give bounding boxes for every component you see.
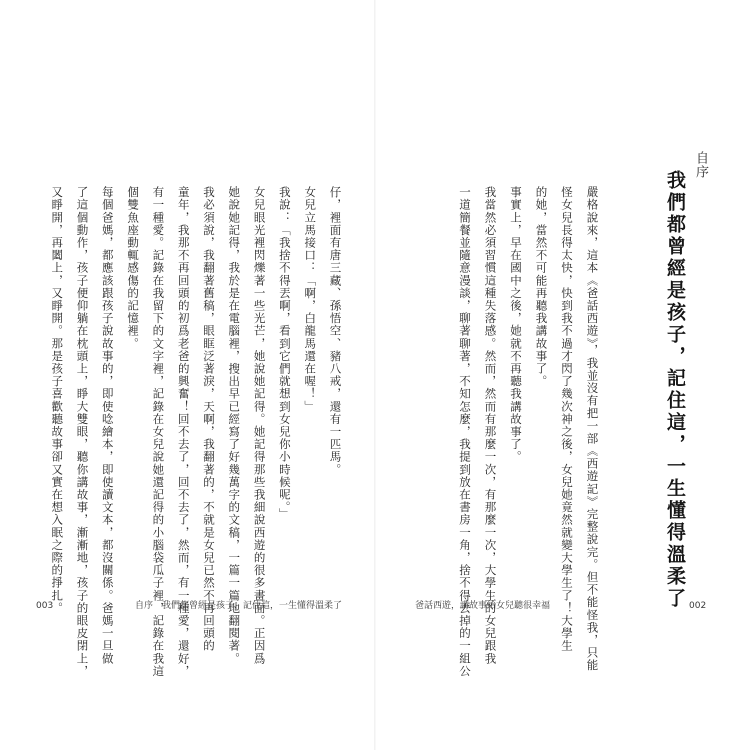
text-column: 嚴格說來，這本《爸話西遊》，我並沒有把一部《西遊記》完整說完。但不能怪我，只能: [585, 186, 600, 672]
right-running-head: 爸話西遊，講故事給女兒聽很幸福: [415, 601, 551, 611]
page-title: 我們都曾經是孩子，記住這，一生懂得溫柔了: [664, 170, 686, 610]
left-page-number: 003: [36, 601, 54, 611]
text-column: 女兒立馬接口：「啊，白龍馬還在喔！」: [303, 186, 318, 413]
right-page-number: 002: [689, 601, 707, 611]
text-column: 她說她記得，我於是在電腦裡，搜出早已經寫了好幾萬字的文稿，一篇一篇地翻閱著。: [227, 186, 242, 665]
text-column: 我說：「我捨不得丟啊，看到它們就想到女兒你小時候呢。」: [277, 186, 292, 521]
text-column: 有一種愛。記錄在我留下的文字裡，記錄在女兒說她還記得的小腦袋瓜子裡，記錄在我這: [151, 186, 166, 678]
text-column: 我當然必須習慣這種失落感。然而，然而有那麼一次，有那麼一次，大學生的女兒跟我: [483, 186, 498, 665]
left-running-head: 自序 我們都曾經是孩子，記住這，一生懂得溫柔了: [135, 601, 343, 611]
text-column: 又睜開，再闔上，又睜開。那是孩子喜歡聽故事卻又實在想入眠之際的掙扎。: [50, 186, 65, 615]
text-column: 的她，當然不可能再聽我講故事了。: [534, 186, 549, 388]
text-column: 個雙魚座動輒感傷的記憶裡。: [126, 186, 141, 350]
text-column: 了這個動作，孩子便仰躺在枕頭上，睜大雙眼，聽你講故事，漸漸地，孩子的眼皮閉上，: [75, 186, 90, 678]
text-column: 女兒眼光裡閃爍著一些光芒，她說她記得。她記得那些我細說西遊的很多畫面。正因爲: [252, 186, 267, 665]
text-column: 仔，裡面有唐三藏、孫悟空、豬八戒，還有一匹馬。: [328, 186, 343, 476]
text-column: 怪女兒長得太快，快到我不過才閃了幾次神之後，女兒她竟然就變大學生了！大學生: [560, 186, 574, 653]
text-column: 每個爸媽，都應該跟孩子說故事的，即使唸繪本，即使讀文本，都沒關係。爸媽一旦做: [100, 186, 115, 665]
text-column: 一道簡餐並隨意漫談，聊著聊著，不知怎麼，我提到放在書房一角，捨不得丟掉的一組公: [458, 186, 472, 678]
right-page: [375, 0, 750, 750]
text-column: 童年，我那不再回頭的初爲老爸的興奮！回不去了，回不去了，然而，有一種愛，還好，: [176, 186, 191, 678]
text-column: 事實上，早在國中之後，她就不再聽我講故事了。: [509, 186, 523, 464]
section-label: 自序: [693, 151, 708, 180]
text-column: 我必須說，我翻著舊稿，眼眶泛著淚，天啊，我翻著的，不就是女兒已然不再回頭的: [202, 186, 216, 653]
